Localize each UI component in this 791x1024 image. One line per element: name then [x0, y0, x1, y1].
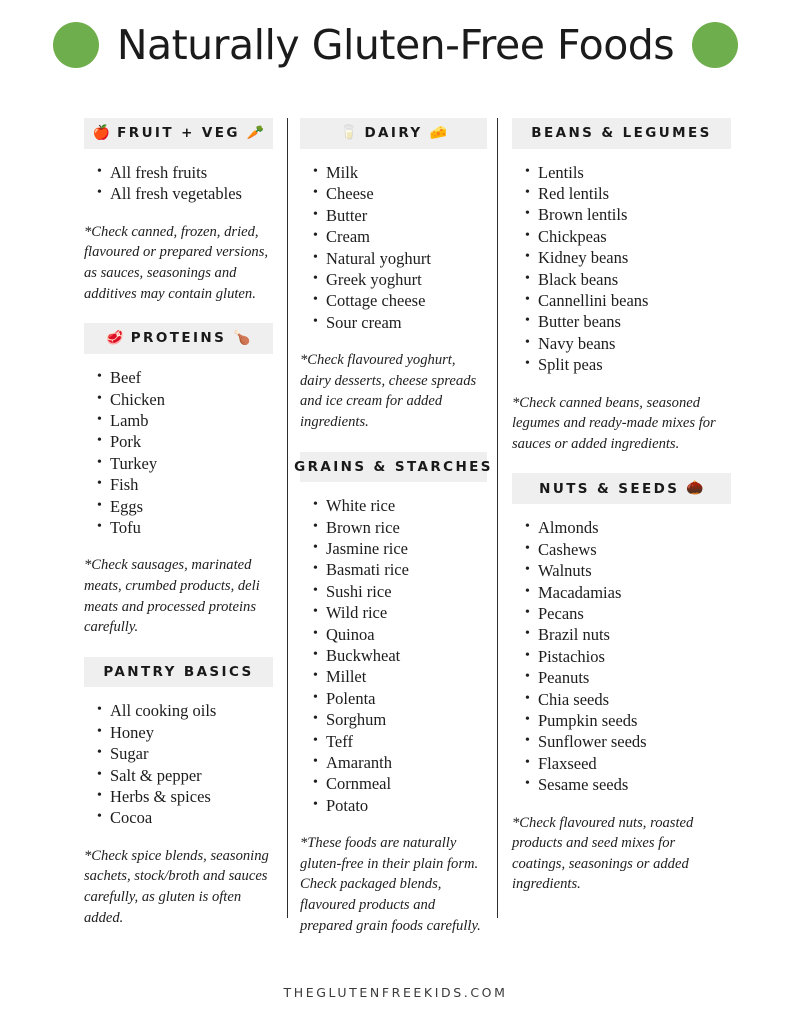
section-header-fruit-veg [84, 118, 273, 149]
list-item: • Chicken [110, 389, 273, 410]
list-item: • Pumpkin seeds [538, 710, 731, 731]
list-item: • Lamb [110, 410, 273, 431]
list-item: • Teff [326, 731, 487, 752]
list-item: • Basmati rice [326, 559, 487, 580]
section-grains-starches [294, 452, 493, 937]
section-pantry-basics [84, 657, 273, 928]
list-item: • Sunflower seeds [538, 731, 731, 752]
section-note: *Check canned beans, seasoned legumes and ready-made mixes for sauces or added ingredients. [512, 394, 716, 452]
page-title: Naturally Gluten-Free Foods [116, 20, 675, 69]
section-title: PANTRY BASICS [103, 663, 254, 680]
list-item: • Brazil nuts [538, 624, 731, 645]
list-item: • Chickpeas [538, 226, 731, 247]
list-item: • Polenta [326, 688, 487, 709]
section-header-beans-legumes [512, 118, 731, 149]
food-list-nuts-seeds [512, 517, 731, 795]
section-title: BEANS & LEGUMES [531, 125, 712, 141]
list-item: • Pecans [538, 603, 731, 624]
section-header-pantry-basics [84, 657, 273, 688]
section-title: DAIRY [364, 125, 423, 142]
list-item: • Almonds [538, 517, 731, 538]
list-item: • Quinoa [326, 624, 487, 645]
list-item: • White rice [326, 495, 487, 516]
section-note: *Check sausages, marinated meats, crumbed products, deli meats and processed proteins carefully. [84, 557, 260, 636]
list-item: • Peanuts [538, 667, 731, 688]
list-item: • All fresh fruits [110, 162, 273, 183]
section-emoji-left-icon: 🍎 [92, 126, 111, 141]
list-item: • Brown rice [326, 517, 487, 538]
section-header-grains-starches [294, 452, 493, 483]
food-list-beans-legumes [512, 162, 731, 376]
list-item: • Cheese [326, 183, 487, 204]
list-item: • Potato [326, 795, 487, 816]
column-right [498, 118, 791, 918]
section-title: GRAINS & STARCHES [294, 458, 493, 475]
section-emoji-right-icon: 🥕 [246, 126, 265, 141]
list-item: • Sushi rice [326, 581, 487, 602]
list-item: • Salt & pepper [110, 765, 273, 786]
list-item: • Honey [110, 722, 273, 743]
section-dairy [300, 118, 487, 433]
section-title: PROTEINS [130, 330, 227, 347]
list-item: • Black beans [538, 269, 731, 290]
list-item: • Cream [326, 226, 487, 247]
list-item: • Brown lentils [538, 204, 731, 225]
list-item: • Flaxseed [538, 753, 731, 774]
list-item: • All cooking oils [110, 700, 273, 721]
list-item: • Walnuts [538, 560, 731, 581]
list-item: • Tofu [110, 517, 273, 538]
list-item: • Split peas [538, 354, 731, 375]
list-item: • Chia seeds [538, 689, 731, 710]
section-note: *Check flavoured nuts, roasted products and seed mixes for coatings, seasonings or added ingredients. [512, 814, 694, 893]
column-middle [287, 118, 498, 934]
list-item: • Red lentils [538, 183, 731, 204]
list-item: • Kidney beans [538, 247, 731, 268]
section-beans-legumes [512, 118, 731, 454]
list-item: • Butter [326, 205, 487, 226]
section-emoji-left-icon: 🥛 [340, 126, 358, 141]
list-item: • Sorghum [326, 709, 487, 730]
list-item: • Macadamias [538, 582, 731, 603]
footer-site-url: THEGLUTENFREEKIDS.COM [283, 985, 508, 1000]
list-item: • Buckwheat [326, 645, 487, 666]
list-item: • Fish [110, 474, 273, 495]
content-columns [0, 118, 791, 934]
page-header [0, 0, 791, 72]
list-item: • Natural yoghurt [326, 248, 487, 269]
decorative-dot-left [53, 22, 99, 68]
list-item: • Milk [326, 162, 487, 183]
list-item: • Jasmine rice [326, 538, 487, 559]
list-item: • Amaranth [326, 752, 487, 773]
section-note: *Check flavoured yoghurt, dairy desserts, cheese spreads and ice cream for added ingredients. [300, 352, 477, 431]
food-list-grains-starches [300, 495, 487, 816]
list-item: • Cannellini beans [538, 290, 731, 311]
list-item: • All fresh vegetables [110, 183, 273, 204]
decorative-dot-right [692, 22, 738, 68]
list-item: • Butter beans [538, 311, 731, 332]
section-proteins [84, 323, 273, 638]
list-item: • Millet [326, 666, 487, 687]
list-item: • Wild rice [326, 602, 487, 623]
section-emoji-left-icon: 🥩 [106, 331, 124, 347]
list-item: • Greek yoghurt [326, 269, 487, 290]
food-list-proteins [84, 367, 273, 538]
list-item: • Sugar [110, 743, 273, 764]
column-left [0, 118, 287, 926]
section-note: *Check canned, frozen, dried, flavoured or prepared versions, as sauces, seasonings and additives may contain gluten. [84, 223, 269, 302]
food-list-fruit-veg [84, 162, 273, 205]
list-item: • Pistachios [538, 646, 731, 667]
section-emoji-right-icon: 🍗 [233, 331, 251, 347]
food-list-pantry-basics [84, 700, 273, 828]
list-item: • Cottage cheese [326, 290, 487, 311]
list-item: • Lentils [538, 162, 731, 183]
list-item: • Cashews [538, 539, 731, 560]
list-item: • Cocoa [110, 807, 273, 828]
section-header-nuts-seeds [512, 473, 731, 504]
list-item: • Eggs [110, 496, 273, 517]
list-item: • Herbs & spices [110, 786, 273, 807]
list-item: • Sour cream [326, 312, 487, 333]
list-item: • Sesame seeds [538, 774, 731, 795]
list-item: • Cornmeal [326, 773, 487, 794]
list-item: • Pork [110, 431, 273, 452]
section-title: NUTS & SEEDS [539, 480, 680, 497]
food-list-dairy [300, 162, 487, 333]
section-header-dairy [300, 118, 487, 149]
section-emoji-right-icon: 🧀 [429, 126, 447, 141]
section-nuts-seeds [512, 473, 731, 895]
list-item: • Navy beans [538, 333, 731, 354]
section-header-proteins [84, 323, 273, 354]
list-item: • Beef [110, 367, 273, 388]
section-note: *These foods are naturally gluten-free in their plain form. Check packaged blends, flavoured products and prepared grain foods carefully. [300, 835, 481, 934]
section-title: FRUIT + VEG [117, 125, 240, 142]
section-emoji-right-icon: 🌰 [686, 481, 704, 497]
section-fruit-veg [84, 118, 273, 304]
list-item: • Turkey [110, 453, 273, 474]
section-note: *Check spice blends, seasoning sachets, stock/broth and sauces carefully, as gluten is often added. [84, 847, 269, 926]
